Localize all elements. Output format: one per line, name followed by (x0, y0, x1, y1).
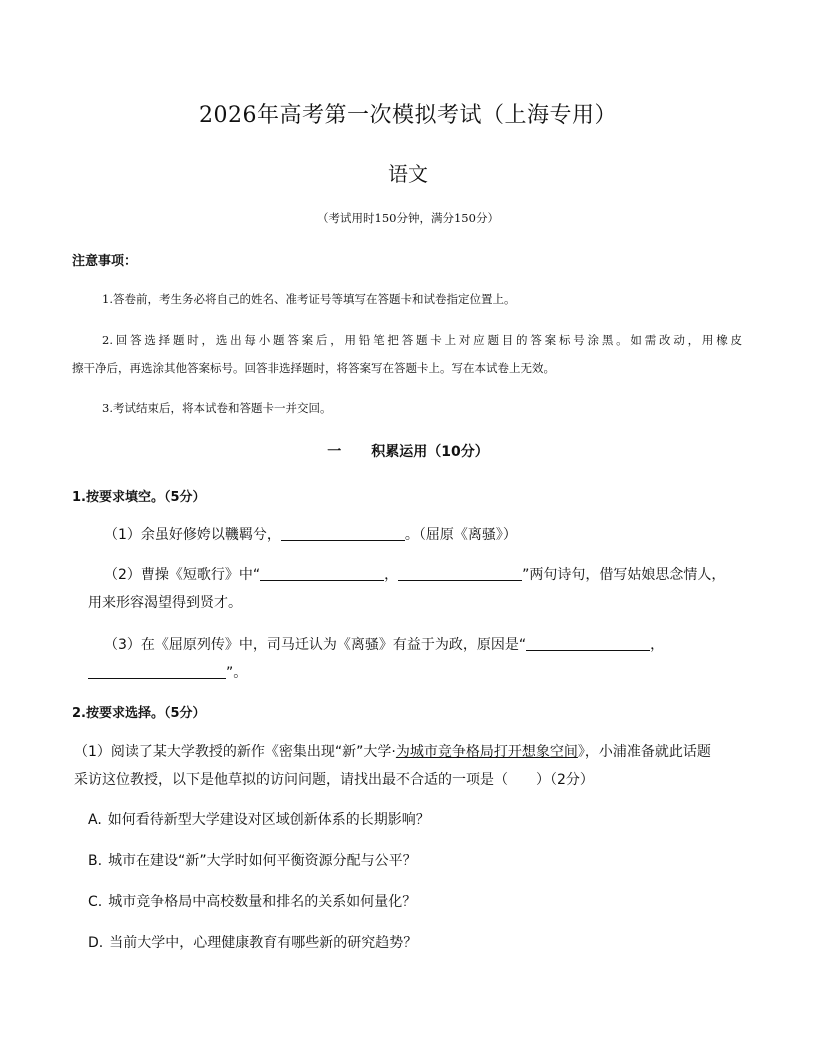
question-1-heading: 1.按要求填空。（5分） (72, 490, 206, 505)
option-c[interactable] (88, 891, 416, 911)
question-1-3-line-1 (104, 634, 664, 654)
question-1-2-line-1 (104, 564, 725, 584)
option-label: A. (88, 812, 102, 828)
question-1-2-line-2: 用来形容渴望得到贤才。 (88, 595, 242, 611)
question-2-1-line-1 (74, 741, 711, 761)
option-text: 城市在建设“新”大学时如何平衡资源分配与公平？ (108, 853, 417, 869)
section-1-heading (0, 441, 816, 461)
question-1-2-suffix: ”两句诗句，借写姑娘思念情人， (522, 567, 726, 583)
question-1-3-line-2 (88, 662, 247, 682)
question-1-2-mid: ， (384, 567, 399, 583)
section-1-title: 积累运用（10分） (371, 444, 489, 460)
answer-blank[interactable] (398, 566, 522, 581)
answer-blank[interactable] (260, 566, 384, 581)
question-1-1-suffix: 。（屈原《离骚》） (404, 527, 517, 543)
option-label: D. (88, 935, 104, 951)
answer-blank[interactable] (281, 526, 405, 541)
question-2-heading: 2.按要求选择。（5分） (72, 706, 206, 721)
note-item-3: 3.考试结束后，将本试卷和答题卡一并交回。 (102, 401, 332, 415)
question-1-1 (104, 524, 517, 544)
notes-heading: 注意事项： (72, 254, 138, 269)
question-1-3-prefix: （3）在《屈原列传》中，司马迁认为《离骚》有益于为政，原因是“ (104, 637, 527, 653)
exam-time-info: （考试用时150分钟，满分150分） (317, 211, 499, 225)
section-1-number: 一 (327, 444, 342, 460)
question-2-1-line-2: 采访这位教授，以下是他草拟的访问问题，请找出最不合适的一项是（ ）（2分） (74, 772, 594, 788)
note-item-2-line-1: 2.回答选择题时，选出每小题答案后，用铅笔把答题卡上对应题目的答案标号涂黑。如需改动，用橡皮 (102, 333, 742, 347)
option-d[interactable] (88, 932, 417, 952)
option-text: 城市竞争格局中高校数量和排名的关系如何量化？ (108, 894, 417, 910)
option-text: 如何看待新型大学建设对区域创新体系的长期影响？ (107, 812, 430, 828)
note-item-1: 1.答卷前，考生务必将自己的姓名、准考证号等填写在答题卡和试卷指定位置上。 (102, 292, 516, 306)
option-text: 当前大学中，心理健康教育有哪些新的研究趋势？ (109, 935, 418, 951)
option-b[interactable] (88, 850, 417, 870)
option-label: B. (88, 853, 103, 869)
answer-blank[interactable] (526, 636, 650, 651)
subject-title: 语文 (388, 162, 428, 186)
note-item-2-line-2: 擦干净后，再选涂其他答案标号。回答非选择题时，将答案写在答题卡上。写在本试卷上无效。 (72, 361, 555, 375)
question-2-1-suffix: 》，小浦准备就此话题 (577, 744, 711, 760)
answer-blank[interactable] (88, 664, 226, 679)
question-1-2-prefix: （2）曹操《短歌行》中“ (104, 567, 261, 583)
question-1-1-prefix: （1）余虽好修姱以鞿羁兮， (104, 527, 281, 543)
article-title-underlined: 为城市竞争格局打开想象空间 (395, 744, 578, 760)
question-2-1-prefix: （1）阅读了某大学教授的新作《密集出现“新”大学· (74, 744, 396, 760)
exam-title: 2026年高考第一次模拟考试（上海专用） (199, 103, 617, 128)
question-1-3-line-2-suffix: ”。 (226, 665, 248, 681)
option-a[interactable] (88, 809, 430, 829)
question-1-3-suffix: ， (650, 637, 665, 653)
option-label: C. (88, 894, 103, 910)
